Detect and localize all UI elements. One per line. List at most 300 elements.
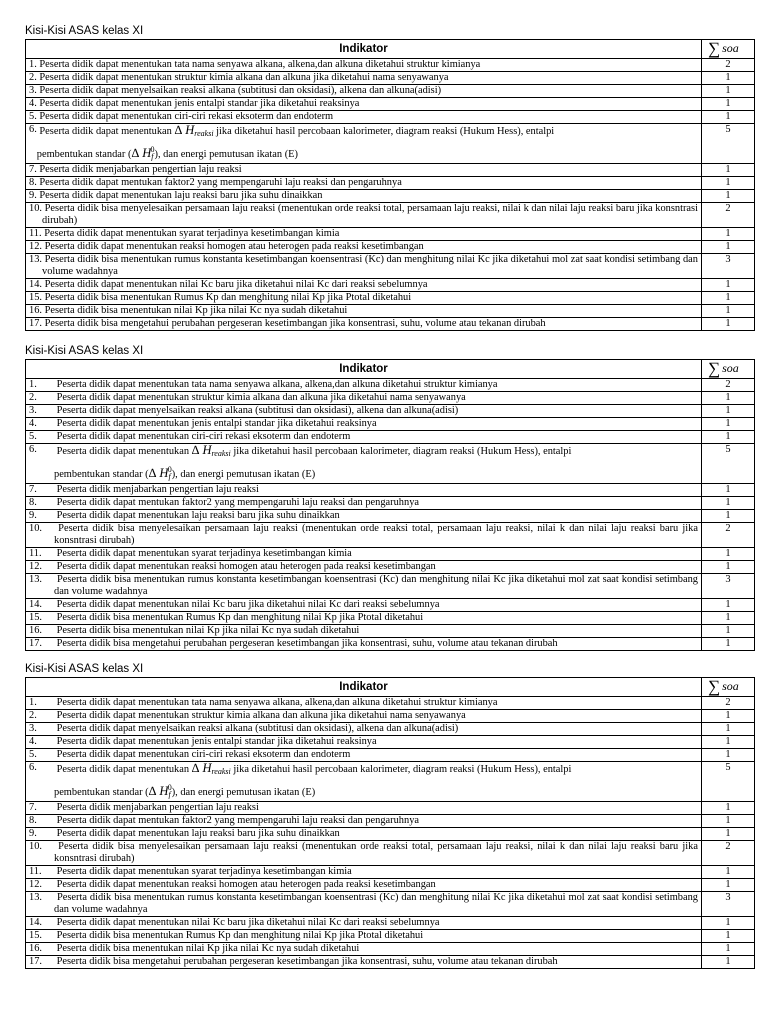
indicator-number: 3. <box>29 405 37 416</box>
soal-header <box>702 678 755 697</box>
soal-count-cell: 2 <box>702 523 755 548</box>
indicator-text-part: Peserta didik bisa menyelesaikan persamaan laju reaksi (menentukan orde reaksi total, persamaan laju reaksi, nilai k dan nilai laju reaksi baru jika konsntrasi dirubah) <box>42 203 698 226</box>
indicator-text-part: Peserta didik menjabarkan pengertian laju reaksi <box>56 484 259 495</box>
indicator-cell <box>26 710 702 723</box>
indicator-text-part: Peserta didik dapat mentukan faktor2 yang mempengaruhi laju reaksi dan pengaruhnya <box>56 497 420 508</box>
indicator-text-part: jika diketahui hasil percobaan kalorimeter, diagram reaksi (Hukum Hess), entalpi <box>233 446 572 457</box>
table-row <box>26 431 755 444</box>
soal-count-cell: 1 <box>702 418 755 431</box>
indicator-text <box>37 177 698 189</box>
indicator-text <box>54 418 698 430</box>
soal-count-cell: 1 <box>702 802 755 815</box>
indicator-text <box>54 802 698 814</box>
table-header-row <box>26 678 755 697</box>
soal-count-cell: 1 <box>702 484 755 497</box>
soal-count-cell: 1 <box>702 279 755 292</box>
indicator-cell <box>26 72 702 85</box>
indicator-cell <box>26 612 702 625</box>
indicator-text-part: Peserta didik dapat menentukan syarat terjadinya kesetimbangan kimia <box>56 866 352 877</box>
delta-h-symbol: ∆ H <box>191 761 212 775</box>
indicator-text-part: Peserta didik dapat mentukan faktor2 yang mempengaruhi laju reaksi dan pengaruhnya <box>56 815 420 826</box>
indicator-cell <box>26 828 702 841</box>
table-row <box>26 379 755 392</box>
soal-count-cell: 1 <box>702 98 755 111</box>
indicator-text-part: Peserta didik bisa menyelesaikan persamaan laju reaksi (menentukan orde reaksi total, persamaan laju reaksi, nilai k dan nilai laju reaksi baru jika konsntrasi dirubah) <box>54 841 698 864</box>
soal-count-cell: 1 <box>702 749 755 762</box>
soal-header <box>702 40 755 59</box>
soal-count-cell: 1 <box>702 638 755 651</box>
indicator-text-part: Peserta didik dapat menentukan nilai Kc baru jika diketahui nilai Kc dari reaksi sebelumnya <box>56 599 440 610</box>
indicator-text-part: Peserta didik dapat menentukan syarat terjadinya kesetimbangan kimia <box>44 228 340 239</box>
indicator-number: 15. <box>29 292 42 303</box>
indicator-cell <box>26 305 702 318</box>
indicator-text-part: Peserta didik dapat menentukan tata nama senyawa alkana, alkena,dan alkuna diketahui struktur kimianya <box>56 697 498 708</box>
soal-count-cell: 5 <box>702 124 755 164</box>
soal-count-cell: 1 <box>702 405 755 418</box>
indicator-cell <box>26 892 702 917</box>
indicator-cell <box>26 815 702 828</box>
indicator-text-part: Peserta didik bisa mengetahui perubahan pergeseran kesetimbangan jika konsentrasi, suhu, volume atau tekanan dirubah <box>44 318 546 329</box>
indicator-text-part: Peserta didik bisa menentukan Rumus Kp dan menghitung nilai Kp jika Ptotal diketahui <box>56 612 424 623</box>
indicator-text <box>54 431 698 443</box>
indicator-text <box>42 203 698 227</box>
indicator-text-part: ), dan energi pemutusan ikatan (E) <box>171 469 316 480</box>
table-row <box>26 484 755 497</box>
soal-count-cell: 3 <box>702 892 755 917</box>
indicator-cell <box>26 241 702 254</box>
indicator-text <box>42 241 698 253</box>
block-title: Kisi-Kisi ASAS kelas XI <box>25 345 144 357</box>
indicator-text-part: Peserta didik bisa menentukan rumus konstanta kesetimbangan koensentrasi (Kc) dan menghitung nilai Kc jika diketahui mol zat saat kondisi setimbang dan volume wadahnya <box>54 574 698 597</box>
indicator-text <box>54 736 698 748</box>
indicator-text <box>37 98 698 110</box>
indicator-number: 6. <box>29 124 37 135</box>
soal-count-cell: 1 <box>702 431 755 444</box>
table-row <box>26 177 755 190</box>
delta-hf-subscript: f <box>168 790 171 799</box>
indicator-text <box>37 164 698 176</box>
soal-count-cell: 1 <box>702 866 755 879</box>
indicator-cell <box>26 762 702 802</box>
indicator-text <box>54 892 698 916</box>
indicator-text-part: Peserta didik dapat menentukan reaksi homogen atau heterogen pada reaksi kesetimbangan <box>56 561 436 572</box>
indicator-cell <box>26 943 702 956</box>
indicator-cell <box>26 484 702 497</box>
indicator-text-part: Peserta didik bisa menentukan nilai Kp jika nilai Kc nya sudah diketahui <box>44 305 348 316</box>
table-row <box>26 866 755 879</box>
indicator-number: 10. <box>29 203 42 214</box>
indicator-text <box>37 111 698 123</box>
indicator-text-part: Peserta didik bisa menyelesaikan persamaan laju reaksi (menentukan orde reaksi total, persamaan laju reaksi, nilai k dan nilai laju reaksi baru jika konsntrasi dirubah) <box>54 523 698 546</box>
indicator-text <box>54 943 698 955</box>
indicator-cell <box>26 164 702 177</box>
indicator-table <box>25 39 755 331</box>
indicator-cell <box>26 561 702 574</box>
indicator-text-part: Peserta didik dapat menentukan <box>56 764 190 775</box>
soal-count-cell: 1 <box>702 164 755 177</box>
table-row <box>26 956 755 969</box>
table-row <box>26 497 755 510</box>
indicator-text-part: Peserta didik bisa mengetahui perubahan pergeseran kesetimbangan jika konsentrasi, suhu, volume atau tekanan dirubah <box>56 956 558 967</box>
indicator-cell <box>26 124 702 164</box>
table-row <box>26 723 755 736</box>
indicator-number: 1. <box>29 59 37 70</box>
indicator-text-part: Peserta didik dapat menentukan ciri-ciri rekasi eksoterm dan endoterm <box>56 749 351 760</box>
table-row <box>26 254 755 279</box>
table-row <box>26 124 755 164</box>
table-row <box>26 72 755 85</box>
table-row <box>26 444 755 484</box>
table-row <box>26 318 755 331</box>
indicator-cell <box>26 59 702 72</box>
indicator-text-part: Peserta didik dapat menentukan reaksi homogen atau heterogen pada reaksi kesetimbangan <box>44 241 424 252</box>
indicator-number: 2. <box>29 72 37 83</box>
indicator-number: 13. <box>29 254 42 265</box>
soal-count-cell: 1 <box>702 956 755 969</box>
soal-header <box>702 360 755 379</box>
soal-count-cell: 1 <box>702 815 755 828</box>
indicator-cell <box>26 85 702 98</box>
indicator-text <box>54 749 698 761</box>
indicator-number: 9. <box>29 510 37 521</box>
indicator-text <box>42 228 698 240</box>
delta-hf-symbol: ∆ H <box>148 784 169 798</box>
indicator-text <box>54 497 698 509</box>
soal-count-cell: 1 <box>702 943 755 956</box>
indicator-number: 5. <box>29 431 37 442</box>
soal-count-cell: 1 <box>702 85 755 98</box>
indicator-number: 16. <box>29 305 42 316</box>
table-row <box>26 749 755 762</box>
indicator-cell <box>26 802 702 815</box>
indicator-number: 4. <box>29 736 37 747</box>
indicator-text-part: Peserta didik dapat menyelsaikan reaksi alkana (subtitusi dan oksidasi), alkena dan alkuna(adisi) <box>56 723 459 734</box>
delta-h-subscript: reaksi <box>194 129 214 138</box>
table-row <box>26 879 755 892</box>
indicator-text <box>42 305 698 317</box>
soal-count-cell: 1 <box>702 723 755 736</box>
table-row <box>26 418 755 431</box>
table-row <box>26 697 755 710</box>
table-header-row <box>26 360 755 379</box>
table-row <box>26 98 755 111</box>
soal-header-label: soa <box>722 361 739 375</box>
indicator-text <box>54 405 698 417</box>
indicator-text <box>54 612 698 624</box>
indicator-cell <box>26 190 702 203</box>
indicator-text <box>54 379 698 391</box>
table-row <box>26 574 755 599</box>
indicator-number: 11. <box>29 548 42 559</box>
indicator-number: 6. <box>29 444 37 455</box>
delta-hf-symbol: ∆ H <box>148 466 169 480</box>
soal-count-cell: 1 <box>702 292 755 305</box>
indicator-number: 12. <box>29 879 42 890</box>
delta-hf-subscript: f <box>168 472 171 481</box>
indicator-number: 15. <box>29 612 42 623</box>
indicator-cell <box>26 930 702 943</box>
indicator-cell <box>26 599 702 612</box>
indicator-text-part: Peserta didik dapat menentukan ciri-ciri rekasi eksoterm dan endoterm <box>39 111 334 122</box>
kisi-kisi-block <box>25 344 754 651</box>
soal-count-cell: 5 <box>702 444 755 484</box>
table-row <box>26 292 755 305</box>
table-row <box>26 392 755 405</box>
indicator-number: 8. <box>29 497 37 508</box>
indicator-number: 9. <box>29 828 37 839</box>
indicator-text-part: Peserta didik dapat menentukan <box>39 126 172 137</box>
table-row <box>26 762 755 802</box>
indicator-cell <box>26 418 702 431</box>
block-title: Kisi-Kisi ASAS kelas XI <box>25 663 144 675</box>
kisi-kisi-block <box>25 662 754 969</box>
indicator-cell <box>26 444 702 484</box>
indicator-number: 16. <box>29 943 42 954</box>
indicator-number: 4. <box>29 418 37 429</box>
indicator-cell <box>26 228 702 241</box>
soal-count-cell: 1 <box>702 510 755 523</box>
indicator-cell <box>26 177 702 190</box>
indicator-cell <box>26 203 702 228</box>
indicator-cell <box>26 405 702 418</box>
soal-count-cell: 1 <box>702 392 755 405</box>
indicator-number: 13. <box>29 574 42 585</box>
indicator-text-part: Peserta didik bisa menentukan nilai Kp jika nilai Kc nya sudah diketahui <box>56 625 360 636</box>
indicator-cell <box>26 866 702 879</box>
table-row <box>26 930 755 943</box>
indicator-text-part: Peserta didik menjabarkan pengertian laju reaksi <box>56 802 259 813</box>
table-row <box>26 625 755 638</box>
table-row <box>26 561 755 574</box>
indicator-text-part: Peserta didik bisa mengetahui perubahan pergeseran kesetimbangan jika konsentrasi, suhu, volume atau tekanan dirubah <box>56 638 558 649</box>
indicator-number: 14. <box>29 917 42 928</box>
indicator-text <box>54 548 698 560</box>
indicator-text <box>54 484 698 496</box>
indicator-text <box>54 879 698 891</box>
delta-h-symbol: ∆ H <box>174 123 195 137</box>
indicator-text <box>37 85 698 97</box>
table-row <box>26 164 755 177</box>
soal-count-cell: 1 <box>702 177 755 190</box>
indicator-number: 12. <box>29 561 42 572</box>
delta-h-subscript: reaksi <box>211 767 231 776</box>
soal-count-cell: 1 <box>702 548 755 561</box>
table-row <box>26 828 755 841</box>
soal-count-cell: 1 <box>702 72 755 85</box>
indikator-header: Indikator <box>26 40 702 59</box>
indicator-text-part: Peserta didik dapat menentukan syarat terjadinya kesetimbangan kimia <box>56 548 352 559</box>
indicator-cell <box>26 879 702 892</box>
soal-count-cell: 3 <box>702 254 755 279</box>
indicator-table <box>25 359 755 651</box>
sigma-icon: ∑ <box>708 39 721 58</box>
table-row <box>26 599 755 612</box>
indicator-number: 2. <box>29 710 37 721</box>
indicator-number: 1. <box>29 379 37 390</box>
indicator-text-part: Peserta didik dapat menentukan nilai Kc baru jika diketahui nilai Kc dari reaksi sebelumnya <box>44 279 428 290</box>
table-row <box>26 548 755 561</box>
indicator-cell <box>26 379 702 392</box>
indicator-number: 14. <box>29 599 42 610</box>
indicator-text-part: Peserta didik bisa menentukan nilai Kp jika nilai Kc nya sudah diketahui <box>56 943 360 954</box>
indicator-text-part: Peserta didik dapat menentukan tata nama senyawa alkana, alkena,dan alkuna diketahui struktur kimianya <box>39 59 481 70</box>
indicator-text-part: Peserta didik dapat menentukan laju reaksi baru jika suhu dinaikkan <box>56 828 340 839</box>
indicator-text <box>42 318 698 330</box>
indicator-text-part: Peserta didik bisa menentukan rumus konstanta kesetimbangan koensentrasi (Kc) dan menghitung nilai Kc jika diketahui mol zat saat kondisi setimbang dan volume wadahnya <box>42 254 698 277</box>
indicator-number: 10. <box>29 523 42 534</box>
table-row <box>26 203 755 228</box>
indicator-cell <box>26 625 702 638</box>
indicator-text <box>54 625 698 637</box>
indicator-text-part: Peserta didik dapat menentukan ciri-ciri rekasi eksoterm dan endoterm <box>56 431 351 442</box>
indicator-cell <box>26 736 702 749</box>
soal-count-cell: 1 <box>702 599 755 612</box>
indicator-text <box>54 574 698 598</box>
indicator-number: 17. <box>29 318 42 329</box>
indicator-cell <box>26 111 702 124</box>
indicator-text <box>42 292 698 304</box>
soal-count-cell: 1 <box>702 318 755 331</box>
soal-count-cell: 2 <box>702 59 755 72</box>
soal-count-cell: 1 <box>702 710 755 723</box>
indicator-number: 12. <box>29 241 42 252</box>
indicator-number: 3. <box>29 723 37 734</box>
indicator-text <box>54 599 698 611</box>
table-row <box>26 405 755 418</box>
soal-count-cell: 1 <box>702 736 755 749</box>
indicator-text <box>54 444 698 483</box>
indicator-text-part: pembentukan standar ( <box>54 469 149 480</box>
indicator-text-part: ), dan energi pemutusan ikatan (E) <box>171 787 316 798</box>
indicator-text-part: Peserta didik dapat menyelsaikan reaksi alkana (subtitusi dan oksidasi), alkena dan alkuna(adisi) <box>39 85 442 96</box>
indicator-number: 11. <box>29 228 42 239</box>
indicator-text <box>54 392 698 404</box>
indicator-text-part: pembentukan standar ( <box>54 787 149 798</box>
table-row <box>26 190 755 203</box>
table-row <box>26 841 755 866</box>
table-row <box>26 111 755 124</box>
delta-h-subscript: reaksi <box>211 449 231 458</box>
indicator-text <box>37 72 698 84</box>
indicator-number: 4. <box>29 98 37 109</box>
indicator-text-part: pembentukan standar ( <box>36 149 132 160</box>
soal-count-cell: 1 <box>702 917 755 930</box>
soal-count-cell: 1 <box>702 561 755 574</box>
table-row <box>26 802 755 815</box>
indicator-text <box>54 956 698 968</box>
indicator-cell <box>26 697 702 710</box>
kisi-kisi-block <box>25 24 754 331</box>
indicator-number: 8. <box>29 815 37 826</box>
indicator-text-part: Peserta didik dapat menentukan struktur kimia alkana dan alkuna jika diketahui nama senyawanya <box>56 392 466 403</box>
indicator-cell <box>26 548 702 561</box>
table-row <box>26 241 755 254</box>
delta-hf-superscript: 0 <box>167 465 172 474</box>
indicator-text-part: Peserta didik dapat menentukan struktur kimia alkana dan alkuna jika diketahui nama senyawanya <box>39 72 449 83</box>
indicator-cell <box>26 292 702 305</box>
indicator-cell <box>26 523 702 548</box>
indicator-text <box>37 59 698 71</box>
indicator-text-part: Peserta didik menjabarkan pengertian laju reaksi <box>39 164 242 175</box>
delta-hf-subscript: f <box>151 152 154 161</box>
soal-count-cell: 2 <box>702 203 755 228</box>
indicator-text-part: Peserta didik dapat menentukan <box>56 446 190 457</box>
soal-header-label: soa <box>722 41 739 55</box>
indicator-number: 7. <box>29 164 37 175</box>
indicator-text <box>54 866 698 878</box>
soal-count-cell: 1 <box>702 497 755 510</box>
indicator-text-part: Peserta didik dapat menentukan nilai Kc baru jika diketahui nilai Kc dari reaksi sebelumnya <box>56 917 440 928</box>
indicator-number: 16. <box>29 625 42 636</box>
table-header-row <box>26 40 755 59</box>
table-row <box>26 710 755 723</box>
indicator-cell <box>26 98 702 111</box>
table-row <box>26 59 755 72</box>
indicator-number: 3. <box>29 85 37 96</box>
table-row <box>26 85 755 98</box>
indicator-cell <box>26 318 702 331</box>
indicator-text <box>37 124 698 163</box>
indicator-cell <box>26 638 702 651</box>
indicator-number: 7. <box>29 484 37 495</box>
indicator-text <box>54 523 698 547</box>
soal-header-label: soa <box>722 679 739 693</box>
table-row <box>26 917 755 930</box>
indicator-text <box>42 279 698 291</box>
indicator-cell <box>26 956 702 969</box>
indicator-number: 15. <box>29 930 42 941</box>
table-row <box>26 815 755 828</box>
indicator-text-part: Peserta didik dapat mentukan faktor2 yang mempengaruhi laju reaksi dan pengaruhnya <box>39 177 402 188</box>
soal-count-cell: 1 <box>702 930 755 943</box>
soal-count-cell: 2 <box>702 697 755 710</box>
table-row <box>26 612 755 625</box>
indicator-cell <box>26 497 702 510</box>
indicator-text <box>54 917 698 929</box>
table-row <box>26 279 755 292</box>
indicator-cell <box>26 723 702 736</box>
indicator-number: 1. <box>29 697 37 708</box>
indicator-text <box>54 930 698 942</box>
soal-count-cell: 1 <box>702 241 755 254</box>
sigma-icon: ∑ <box>708 359 721 378</box>
indicator-cell <box>26 431 702 444</box>
indicator-cell <box>26 749 702 762</box>
indicator-text-part: Peserta didik dapat menentukan jenis entalpi standar jika diketahui reaksinya <box>39 98 360 109</box>
indicator-text-part: jika diketahui hasil percobaan kalorimeter, diagram reaksi (Hukum Hess), entalpi <box>216 126 555 137</box>
indicator-text <box>54 510 698 522</box>
indicator-text <box>54 828 698 840</box>
table-row <box>26 305 755 318</box>
table-row <box>26 510 755 523</box>
indikator-header: Indikator <box>26 678 702 697</box>
indicator-text <box>54 723 698 735</box>
indicator-number: 17. <box>29 638 42 649</box>
delta-hf-superscript: 0 <box>167 783 172 792</box>
indicator-cell <box>26 510 702 523</box>
indicator-text-part: Peserta didik dapat menentukan jenis entalpi standar jika diketahui reaksinya <box>56 418 377 429</box>
soal-count-cell: 1 <box>702 828 755 841</box>
indicator-text <box>54 815 698 827</box>
soal-count-cell: 1 <box>702 612 755 625</box>
indicator-number: 11. <box>29 866 42 877</box>
indicator-text <box>54 710 698 722</box>
soal-count-cell: 1 <box>702 228 755 241</box>
indicator-text <box>54 697 698 709</box>
indicator-table <box>25 677 755 969</box>
soal-count-cell: 1 <box>702 625 755 638</box>
table-row <box>26 943 755 956</box>
